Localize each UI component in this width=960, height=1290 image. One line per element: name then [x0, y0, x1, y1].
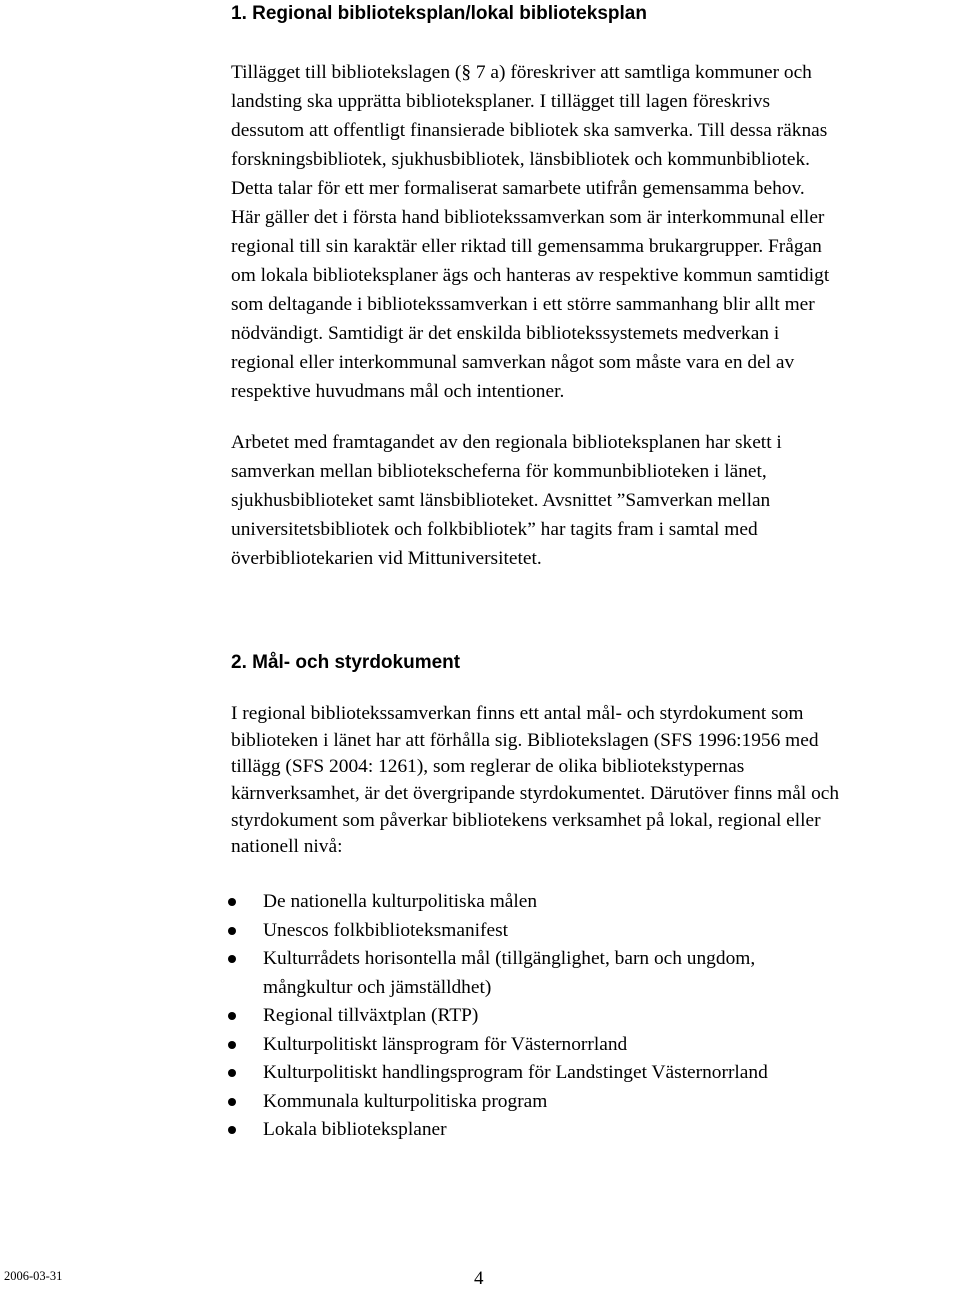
bullet-icon — [228, 1098, 236, 1106]
list-item — [231, 917, 768, 946]
text-line: biblioteken i länet har att förhålla sig. Bibliotekslagen (SFS 1996:1956 med — [231, 729, 819, 751]
steering-documents-list — [231, 888, 768, 1145]
list-item-text: Kulturrådets horisontella mål (tillgänglighet, barn och ungdom, — [263, 948, 756, 969]
text-line: dessutom att offentligt finansierade bibliotek ska samverka. Till dessa räknas — [231, 120, 828, 141]
text-line: nödvändigt. Samtidigt är det enskilda bibliotekssystemets medverkan i — [231, 323, 780, 344]
list-item — [231, 1002, 768, 1031]
list-item-text: Regional tillväxtplan (RTP) — [263, 1005, 479, 1026]
list-item — [231, 1059, 768, 1088]
text-line: överbibliotekarien vid Mittuniversitetet. — [231, 548, 542, 569]
bullet-icon — [228, 927, 236, 935]
section-2-heading: 2. Mål- och styrdokument — [231, 652, 461, 673]
list-item — [231, 1031, 768, 1060]
text-line: landsting ska upprätta biblioteksplaner. I tillägget till lagen föreskrivs — [231, 91, 771, 112]
section-1-heading: 1. Regional biblioteksplan/lokal biblioteksplan — [231, 3, 647, 24]
bullet-icon — [228, 1041, 236, 1049]
text-line: som deltagande i bibliotekssamverkan i ett större sammanhang blir allt mer — [231, 294, 815, 315]
text-line: nationell nivå: — [231, 836, 343, 858]
text-line: kärnverksamhet, är det övergripande styrdokumentet. Därutöver finns mål och — [231, 783, 840, 805]
list-item-text: Kulturpolitiskt handlingsprogram för Landstinget Västernorrland — [263, 1062, 768, 1083]
text-line: om lokala biblioteksplaner ägs och hanteras av respektive kommun samtidigt — [231, 265, 830, 286]
list-item-text: Kulturpolitiskt länsprogram för Västernorrland — [263, 1033, 628, 1055]
text-line: regional eller interkommunal samverkan något som måste vara en del av — [231, 352, 795, 373]
text-line: Arbetet med framtagandet av den regionala biblioteksplanen har skett i — [231, 432, 782, 453]
list-item-text: De nationella kulturpolitiska målen — [263, 891, 538, 912]
text-line: regional till sin karaktär eller riktad till gemensamma brukargrupper. Frågan — [231, 236, 822, 257]
text-line: tillägg (SFS 2004: 1261), som reglerar de olika bibliotekstypernas — [231, 756, 745, 778]
text-line: Detta talar för ett mer formaliserat samarbete utifrån gemensamma behov. — [231, 178, 805, 199]
list-item-text-continuation: mångkultur och jämställdhet) — [263, 976, 492, 998]
section-1-paragraph-2 — [231, 428, 782, 573]
text-line: Tillägget till bibliotekslagen (§ 7 a) föreskriver att samtliga kommuner och — [231, 62, 812, 83]
text-line: samverkan mellan bibliotekscheferna för kommunbiblioteken i länet, — [231, 461, 767, 482]
bullet-icon — [228, 898, 236, 906]
list-item-text: Kommunala kulturpolitiska program — [263, 1090, 548, 1112]
text-line: forskningsbibliotek, sjukhusbibliotek, länsbibliotek och kommunbibliotek. — [231, 149, 810, 170]
page-number: 4 — [474, 1268, 484, 1289]
section-1-paragraph-1 — [231, 58, 829, 406]
text-line: respektive huvudmans mål och intentioner. — [231, 381, 565, 402]
bullet-icon — [228, 1069, 236, 1077]
section-2-paragraph — [231, 701, 839, 861]
bullet-icon — [228, 1012, 236, 1020]
text-line: universitetsbibliotek och folkbibliotek” har tagits fram i samtal med — [231, 519, 758, 540]
text-line: styrdokument som påverkar bibliotekens verksamhet på lokal, regional eller — [231, 809, 821, 831]
text-line: sjukhusbiblioteket samt länsbiblioteket. Avsnittet ”Samverkan mellan — [231, 490, 771, 511]
text-line: I regional bibliotekssamverkan finns ett antal mål- och styrdokument som — [231, 703, 804, 724]
list-item — [231, 888, 768, 917]
text-line: Här gäller det i första hand bibliotekssamverkan som är interkommunal eller — [231, 207, 825, 228]
bullet-icon — [228, 1126, 236, 1134]
list-item — [231, 1116, 768, 1145]
footer-date: 2006-03-31 — [4, 1269, 63, 1283]
list-item — [231, 1088, 768, 1117]
list-item — [231, 945, 768, 1002]
list-item-text: Lokala biblioteksplaner — [263, 1119, 447, 1140]
bullet-icon — [228, 955, 236, 963]
list-item-text: Unescos folkbiblioteksmanifest — [263, 919, 509, 941]
